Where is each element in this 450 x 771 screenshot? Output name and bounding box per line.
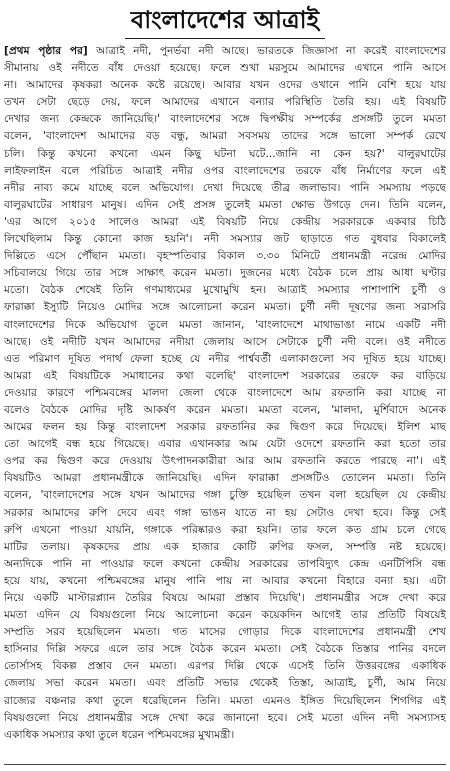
article-line-text: হাসিনার দিল্লি সফরে এলে তার সঙ্গে বৈঠক করেন মমতা। সেই বৈঠকে তিস্তার পানির বদলে: [4, 643, 446, 656]
bottom-divider: [4, 764, 446, 765]
article-line-text: বলেন, 'বাংলাদেশের সঙ্গে যখন আমাদের গঙ্গা চুক্তি হয়েছিল তখন বলা হয়েছিল যে কেন্দ্রীয়: [4, 489, 446, 502]
article-line: [4, 163, 446, 180]
article-line-text: দেওয়ার কারণে পশ্চিমবঙ্গের মালদা জেলা থেকে বাংলাদেশে আম রফতানি করা যাচ্ছে না: [4, 386, 446, 399]
headline-container: [4, 3, 446, 41]
article-line: [4, 214, 446, 231]
article-line-text: না। আমাদের কৃষকরা অনেক কষ্টে রয়েছে। আবার যখন ওদের ওখানে পানি বেশি হয়ে যায়: [4, 79, 446, 92]
article-line: [4, 77, 446, 94]
article-line-text: আত্রাই নদী, পুনর্ভবা নদী আছে। ভারতকে জিজ্ঞাসা না করেই বাংলাদেশের: [96, 45, 446, 57]
article-line: [4, 470, 446, 487]
article-line-text: বলেন, 'বাংলাদেশ আমাদের বড় বন্ধু, আমরা সবসময় তাদের সঙ্গে ভালো সম্পর্ক রেখে: [4, 130, 446, 143]
article-line: [4, 693, 446, 710]
article-line: [4, 710, 446, 727]
article-line: [4, 128, 446, 145]
article-line-text: বিষয়গুলো নিয়ে প্রধানমন্ত্রীর সঙ্গে দেখা করে জানানো হবে। সেই মতো এদিন নদী সমস্যাসহ: [4, 711, 446, 724]
article-line-text: নিয়ে একটি মাস্টারপ্ল্যান তৈরির বিষয়ে আমরা প্রস্তাব দিয়েছি'। প্রধানমন্ত্রীর সঙ্গে দেখা করে: [4, 592, 446, 604]
article-line: [4, 505, 446, 522]
article-line: [4, 727, 446, 744]
article-line-text: আমের ফলন হয় কিন্তু বাংলাদেশ সরকার রফতানির কর দ্বিগুণ করে দিয়েছে। ইলিশ মাছ: [4, 421, 446, 434]
article-line-text: আমরা এই বিষয়টিকে সমাধানের কথা বলেছি' বাংলাদেশ সরকারের তরফে কর বাড়িয়ে: [4, 369, 446, 382]
article-line: [4, 641, 446, 658]
article-line: [4, 265, 446, 282]
article-line: [4, 334, 446, 351]
article-body: [4, 43, 446, 761]
article-line-text: তোর্সাসহ বিকল্প প্রস্তাব দেন মমতা। এরপর দিল্লি থেকে এসেই তিনি উত্তরবঙ্গের একাধিক: [4, 660, 446, 673]
article-line: [4, 402, 446, 419]
article-line-text: চলি। কিন্তু কখনো কখনো এমন কিছু ঘটনা ঘটে...জানি না কেন হয়?' বালুরঘাটের: [4, 147, 446, 160]
article-line-text: জেলায় সভা করেন মমতা। এবং প্রতিটি সভার থেকেই তিস্তা, আত্রাই, চুর্ণী, আম নিয়ে: [4, 677, 446, 690]
article-line: [4, 539, 446, 556]
article-line: [4, 675, 446, 692]
article-line-text: বালুরঘাটের সাধারণ মানুষ। এদিন সেই প্রসঙ্গ তুলেই মমতা ক্ষোভ উগড়ে দেন। তিনি বলেন,: [4, 198, 446, 211]
article-line: [4, 522, 446, 539]
article-line: [4, 573, 446, 590]
article-line: [4, 317, 446, 334]
article-line: [4, 556, 446, 573]
article-line-text: সচিবালয়ে গিয়ে তার সঙ্গে সাক্ষাৎ করেন মমতা। দুজনের মধ্যে বৈঠক চলে প্রায় আধা ঘণ্টার: [4, 267, 446, 280]
article-line-text: এত পরিমাণ দূষিত পদার্থ ফেলা হচ্ছে যে নদীর পার্শ্ববর্তী এলাকাগুলো সব দূষিত হয়ে যাচ্ছে।: [4, 352, 446, 365]
article-line: [4, 368, 446, 385]
news-article: [4, 3, 446, 765]
article-line-text: ফারাক্কা ইস্যুটি নিয়েও মোদির সঙ্গে আলোচনা করেন মমতা। চুর্ণী নদী দূষণের জন্য সরাসরি: [4, 301, 446, 314]
article-line: [4, 385, 446, 402]
article-line: [4, 248, 446, 265]
article-line-text: সরকার আমাদের রুপি দেবে এবং গঙ্গা ভাঙন যাতে না হয় সেটাও দেখা হবে। কিন্তু সেই: [4, 506, 446, 519]
article-line-text: মতো। বৈঠক শেষেই তিনি গণমাধ্যমের মুখোমুখি হন। আত্রাই সমস্যার পাশাপাশি চুর্ণী ও: [4, 284, 446, 297]
article-line-text: বিষয়টিও আমরা প্রধানমন্ত্রীকে জানিয়েছি। এদিন ফারাক্কা প্রসঙ্গটিও তোলেন মমতা। তিনি: [4, 472, 446, 485]
article-line-text: রুপি এখনো পাওয়া যায়নি, গঙ্গাকে পরিষ্কারও করা হয়নি। তার ফলে কত গ্রাম চলে গেছে: [4, 523, 446, 536]
article-line: [4, 453, 446, 470]
article-line-text: বাংলাদেশের দিকে অভিযোগ তুলে মমতা জানান, 'বাংলাদেশে মাথাভাঙা নামে একটি নদী: [4, 318, 446, 331]
article-line: [4, 111, 446, 128]
article-line: [4, 94, 446, 111]
article-line-text: সীমানায় ওই নদীতে বাঁধ দেওয়া হয়েছে। ফলে শুখা মরসুমে আমাদের এখানে পানি আসে: [4, 62, 446, 75]
continuation-reference: [প্রথম পৃষ্ঠার পর]: [4, 45, 88, 57]
article-line-text: 'এর আগে ২০১৫ সালেও আমরা এই বিষয়টি নিয়ে কেন্দ্রীয় সরকারকে একবার চিঠি: [4, 215, 446, 228]
article-line-text: দিল্লিতে এসে পৌঁছান মমতা। বৃহস্পতিবার বিকাল ৩.৩০ মিনিটে প্রধানমন্ত্রী নরেন্দ্র মোদির: [4, 250, 446, 263]
article-line: [4, 146, 446, 163]
article-line-text: নদীর নাব্য কমে যাচ্ছে বলে অভিযোগ। দেখা দিয়েছে তীব্র জলাভাব। পানি সমস্যায় পড়ছে: [4, 181, 446, 194]
article-line: [4, 60, 446, 77]
article-line-text: আছে। ওই নদীটি যখন আমাদের নদীয়া জেলায় আসে সেটাকে চুর্ণী নদী বলে। ওই নদীতে: [4, 335, 446, 348]
article-line: [4, 436, 446, 453]
article-line-text: অন্যদিকে পানি না পাওয়ার ফলে কখনো কেন্দ্রীয় সরকারের তাপবিদ্যুৎ কেন্দ্র এনটিপিসি বন্ধ: [4, 557, 446, 570]
article-line: [4, 180, 446, 197]
article-line: [4, 607, 446, 624]
article-line: [4, 419, 446, 436]
article-line: [4, 282, 446, 299]
article-line-text: সম্প্রতি সরব হয়েছিলেন মমতা। গত মাসের গোড়ার দিকে বাংলাদেশের প্রধানমন্ত্রী শেখ: [4, 626, 446, 639]
article-line: [4, 487, 446, 504]
article-line: [4, 624, 446, 641]
article-line-text: ওপর কর দ্বিগুণ করে দেওয়ায় উৎপাদনকারীরা আর আম রফতানি করতে পারছে না'। এই: [4, 455, 446, 468]
article-line-text: তখন সেটা ছেড়ে দেয়, ফলে আমাদের এখানে বন্যার পরিস্থিতি তৈরি হয়। এই বিষয়টি: [4, 96, 446, 109]
article-line-text: একাধিক সমস্যার কথা তুলে ধরেন পশ্চিমবঙ্গের মুখ্যমন্ত্রী।: [4, 728, 235, 741]
headline: বাংলাদেশের আত্রাই: [125, 3, 325, 39]
article-line: [4, 658, 446, 675]
article-line-text: হয়ে যায়, কখনো পশ্চিমবঙ্গের মানুষ পানি পায় না আবার কখনো বিহারে বন্যা হয়। এটা: [4, 574, 446, 587]
article-line: [4, 299, 446, 316]
article-line-text: তো আগেই বন্ধ হয়ে গিয়েছে। এবার এখানকার আম যেটা ওদেশে রফতানি করা হতো তার: [4, 438, 446, 451]
article-line-text: রাজ্যের বঞ্চনার কথা তুলে ধরেছিলেন তিনি। মমতা এমনও ইঙ্গিত দিয়েছিলেন শিগগির এই: [4, 694, 446, 707]
article-line: [4, 231, 446, 248]
article-line-text: লাইফলাইন বলে পরিচিত আত্রাই নদীর ওপর বাংলাদেশের তরফে বাঁধ নির্মাণের ফলে এই: [4, 164, 446, 177]
article-line: [4, 590, 446, 607]
article-line: [4, 197, 446, 214]
article-line-text: বলেও বৈঠকে মোদির দৃষ্টি আকর্ষণ করেন মমতা। মমতা বলেন, 'মালদা, মুর্শিবাদে অনেক: [4, 403, 446, 416]
article-line-text: দেখার জন্য কেন্দ্রকে জানিয়েছি।' বাংলাদেশের সঙ্গে দ্বিপক্ষীয় সম্পর্কের প্রসঙ্গটি তুলে মমতা: [4, 113, 446, 126]
article-line-text: লিখেছিলাম কিন্তু কোনো কাজ হয়নি'। নদী সমস্যার জট ছাড়াতে গত বুধবার বিকালেই: [4, 233, 446, 246]
article-line: [4, 43, 446, 60]
article-line: [4, 351, 446, 368]
article-line-text: মাটির তলায়। কৃষকদের প্রায় এক হাজার কোটি রুপির ফসল, সম্পত্তি নষ্ট হয়েছে।: [4, 540, 446, 553]
article-line-text: মমতা এদিন যে বিষয়গুলো নিয়ে আলোচনা করেন কয়েকদিন আগেই তার প্রতিটি বিষয়েই: [4, 609, 446, 622]
